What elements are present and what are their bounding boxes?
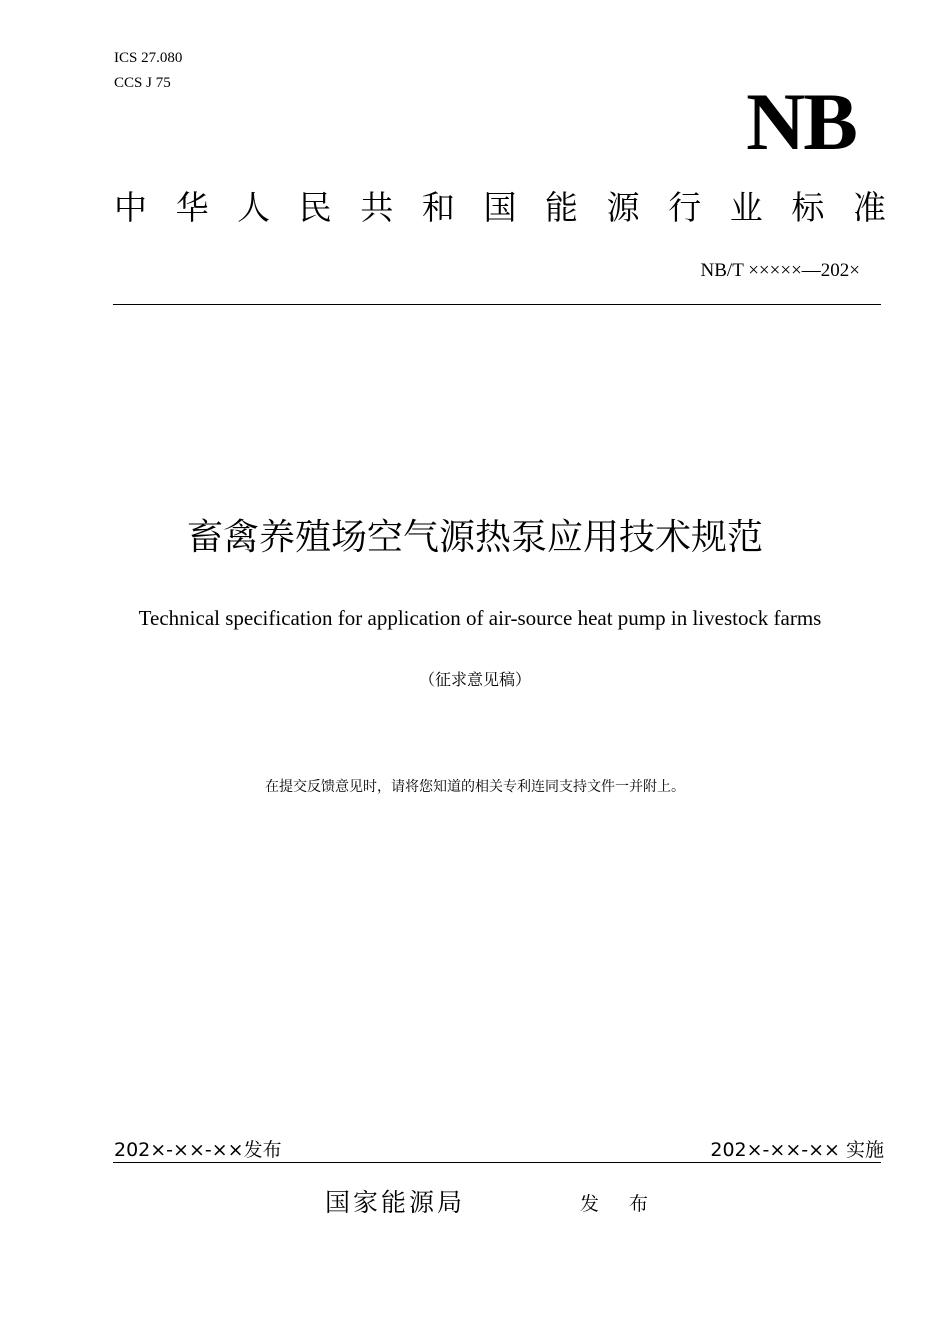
organization-title-char: 业: [729, 188, 763, 227]
organization-title-char: 国: [483, 188, 517, 227]
ccs-code: CCS J 75: [114, 75, 171, 91]
organization-title-char: 准: [852, 188, 886, 227]
document-title-cn: 畜禽养殖场空气源热泵应用技术规范: [186, 517, 763, 558]
organization-title-char: 中: [114, 188, 147, 227]
header-divider: [113, 304, 881, 305]
organization-title-char: 行: [668, 188, 702, 227]
organization-title-char: 共: [360, 188, 394, 227]
organization-title-char: 和: [421, 188, 455, 227]
document-title-en: Technical specification for application of air-source heat pump in livestock farms: [138, 606, 822, 630]
organization-title: [114, 186, 886, 230]
organization-title-char: 源: [606, 188, 640, 227]
draft-label: （征求意见稿）: [418, 670, 531, 689]
nb-logo: NB: [746, 76, 856, 167]
issue-date: 202×-××-××发布: [114, 1139, 282, 1161]
organization-title-char: 民: [298, 188, 332, 227]
organization-title-char: 人: [237, 188, 271, 227]
issued-label: 发 布: [580, 1193, 661, 1215]
patent-notice: 在提交反馈意见时，请将您知道的相关专利连同支持文件一并附上。: [265, 779, 685, 795]
implementation-date: 202×-××-×× 实施: [710, 1139, 884, 1161]
ics-code: ICS 27.080: [114, 50, 183, 66]
organization-title-char: 华: [175, 188, 209, 227]
organization-title-char: 标: [791, 188, 825, 227]
issuer-name: 国家能源局: [325, 1188, 466, 1217]
standard-number: NB/T ×××××—202×: [700, 260, 860, 281]
footer-divider: [113, 1162, 881, 1163]
organization-title-char: 能: [545, 188, 579, 227]
